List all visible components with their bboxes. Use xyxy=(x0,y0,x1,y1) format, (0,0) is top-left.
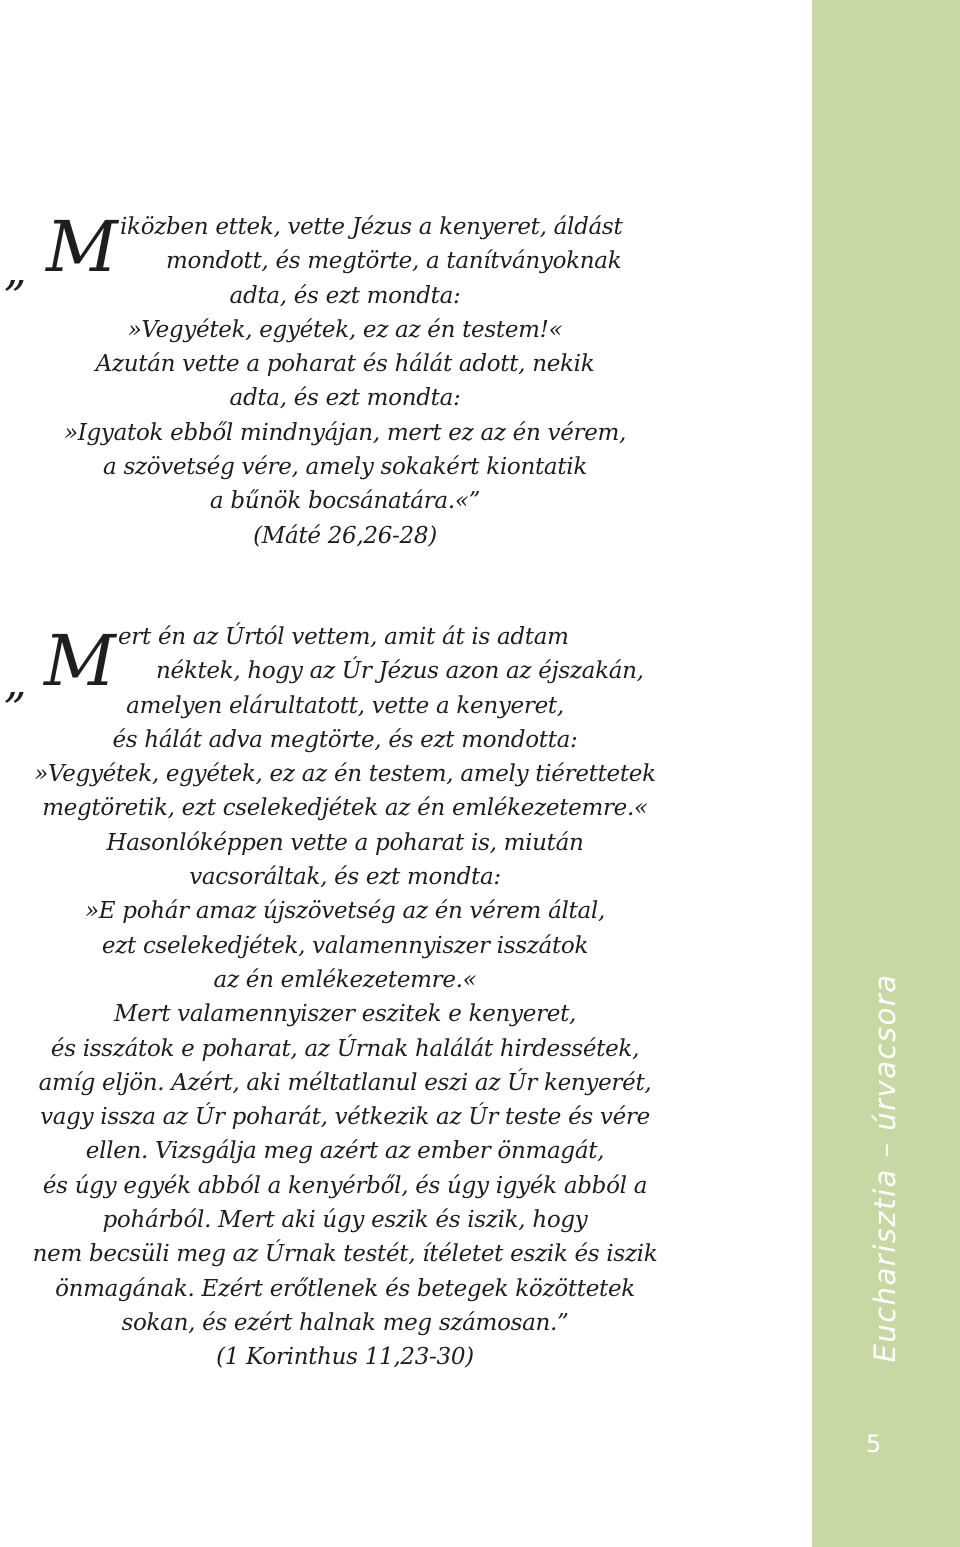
drop-cap: M xyxy=(46,206,118,288)
opening-quote-mark: „ xyxy=(4,245,27,296)
quote-line: vacsoráltak, és ezt mondta: xyxy=(189,864,501,891)
quote-line: adta, és ezt mondta: xyxy=(229,282,461,309)
quote-line: Mert valamennyiszer eszitek e kenyeret, xyxy=(113,1001,577,1028)
quote-line: nem becsüli meg az Úrnak testét, ítéletet eszik és iszik xyxy=(32,1241,658,1268)
quote-reference: (Máté 26,26-28) xyxy=(253,522,437,549)
quote-line: és isszátok e poharat, az Úrnak halálát hirdessétek, xyxy=(50,1035,640,1062)
quote-line: »Vegyétek, egyétek, ez az én testem!« xyxy=(127,316,563,343)
quote-line: megtöretik, ezt cselekedjétek az én emlékezetemre.« xyxy=(42,795,648,822)
quote-line: sokan, és ezért halnak meg számosan.” xyxy=(121,1309,569,1336)
quote-line: a bűnök bocsánatára.«” xyxy=(209,488,481,515)
quote-line: ert én az Úrtól vettem, amit át is adtam xyxy=(118,624,569,650)
quote-line: mondott, és megtörte, a tanítványoknak xyxy=(166,248,622,275)
quote-line: ellen. Vizsgálja meg azért az ember önmagát, xyxy=(85,1138,605,1165)
quote-line: »Vegyétek, egyétek, ez az én testem, amely tiérettetek xyxy=(34,761,656,788)
quote-line: amelyen elárultatott, vette a kenyeret, xyxy=(126,692,564,719)
quote-line: »Igyatok ebből mindnyájan, mert ez az én vérem, xyxy=(63,419,627,446)
quote-corinthians xyxy=(0,620,690,1375)
quote-line: »E pohár amaz újszövetség az én vérem által, xyxy=(85,898,605,925)
quote-matthew xyxy=(0,206,690,553)
quote-line: pohárból. Mert aki úgy eszik és iszik, hogy xyxy=(102,1207,588,1234)
quote-line: vagy issza az Úr poharát, vétkezik az Úr teste és vére xyxy=(40,1104,650,1131)
quote-line: iközben ettek, vette Jézus a kenyeret, áldást xyxy=(120,214,623,240)
page-number: 5 xyxy=(866,1430,882,1458)
quote-line: és hálát adva megtörte, és ezt mondotta: xyxy=(112,726,578,753)
quote-line: néktek, hogy az Úr Jézus azon az éjszakán, xyxy=(156,658,644,685)
quote-line: és úgy egyék abból a kenyérből, és úgy igyék abból a xyxy=(42,1172,648,1199)
quote-line: ezt cselekedjétek, valamennyiszer isszátok xyxy=(101,932,589,959)
quote-line: adta, és ezt mondta: xyxy=(229,385,461,412)
quote-line: az én emlékezetemre.« xyxy=(213,966,477,993)
opening-quote-mark: „ xyxy=(4,657,27,708)
quote-line: önmagának. Ezért erőtlenek és betegek közöttetek xyxy=(55,1275,635,1302)
quote-line: amíg eljön. Azért, aki méltatlanul eszi az Úr kenyerét, xyxy=(38,1069,652,1096)
drop-cap: M xyxy=(44,620,116,702)
quote-reference: (1 Korinthus 11,23-30) xyxy=(216,1344,474,1371)
chapter-title: Eucharisztia – úrvacsora xyxy=(868,973,902,1363)
quote-line: Azután vette a poharat és hálát adott, nekik xyxy=(95,351,595,378)
quote-line: Hasonlóképpen vette a poharat is, miután xyxy=(106,829,584,856)
quote-line: a szövetség vére, amely sokakért kiontatik xyxy=(103,454,587,481)
